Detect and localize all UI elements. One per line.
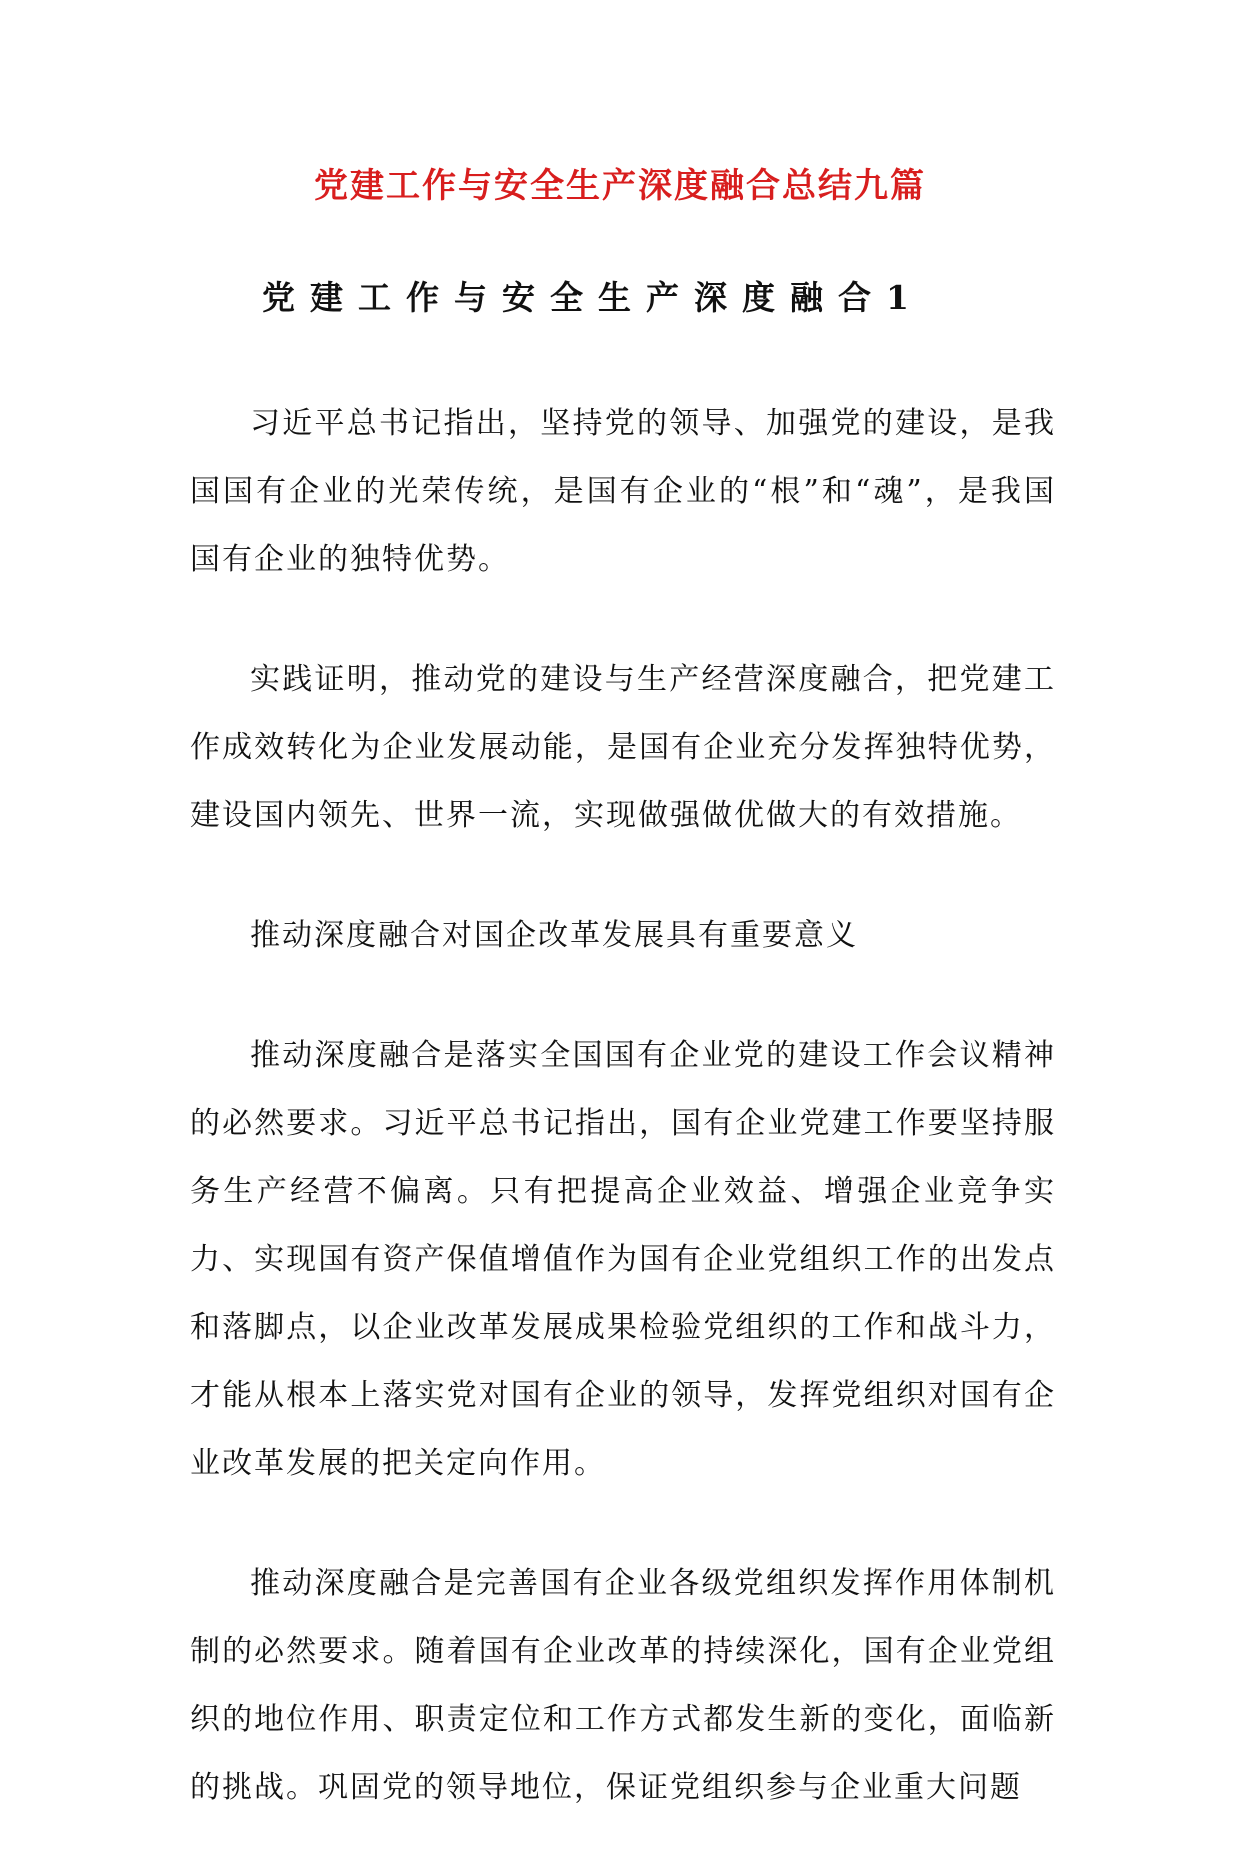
subheading-paragraph: 推动深度融合对国企改革发展具有重要意义 xyxy=(250,918,858,953)
document-title: 党建工作与安全生产深度融合总结九篇 xyxy=(314,166,926,206)
paragraph: 推动深度融合是完善国有企业各级党组织发挥作用体制机制的必然要求。随着国有企业改革的持续深化，国有企业党组织的地位作用、职责定位和工作方式都发生新的变化，面临新的挑战。巩固党的领导地位，保证党组织参与企业重大问题 xyxy=(190,1566,1056,1805)
document-body xyxy=(190,390,1056,1874)
paragraph: 推动深度融合是落实全国国有企业党的建设工作会议精神的必然要求。习近平总书记指出，国有企业党建工作要坚持服务生产经营不偏离。只有把提高企业效益、增强企业竞争实力、实现国有资产保值增值作为国有企业党组织工作的出发点和落脚点，以企业改革发展成果检验党组织的工作和战斗力，才能从根本上落实党对国有企业的领导，发挥党组织对国有企业改革发展的把关定向作用。 xyxy=(190,1038,1056,1481)
section-title: 党建工作与安全生产深度融合1 xyxy=(262,278,924,317)
paragraph: 习近平总书记指出，坚持党的领导、加强党的建设，是我国国有企业的光荣传统，是国有企业的“根”和“魂”，是我国国有企业的独特优势。 xyxy=(190,406,1056,577)
paragraph: 实践证明，推动党的建设与生产经营深度融合，把党建工作成效转化为企业发展动能，是国有企业充分发挥独特优势，建设国内领先、世界一流，实现做强做优做大的有效措施。 xyxy=(190,662,1056,833)
